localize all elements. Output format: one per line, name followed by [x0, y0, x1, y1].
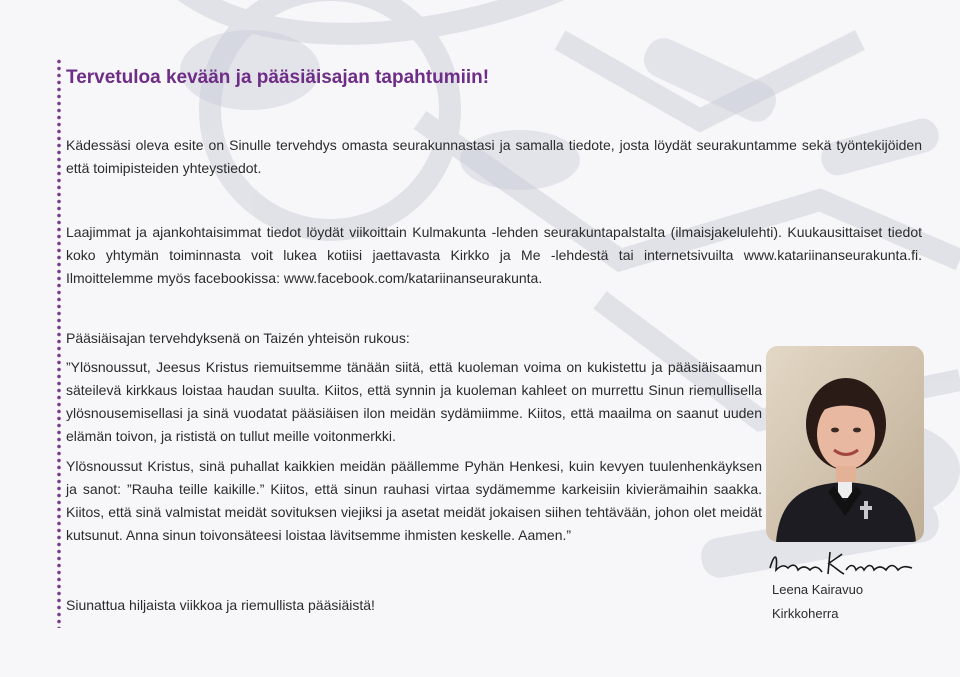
info-paragraph: Laajimmat ja ajankohtaisimmat tiedot löydät viikoittain Kulmakunta -lehden seurakuntapalstalta (ilmaisjakelulehti). Kuukausittaiset tiedot koko yhtymän toiminnasta voit lukea kotiisi jaettavasta Kirkko ja Me -lehdestä tai internetsivuilta www.katariinanseurakunta.fi. Ilmoittelemme myös facebookissa: www.facebook.com/katariinanseurakunta.	[66, 224, 922, 286]
prayer-intro: Pääsiäisajan tervehdyksenä on Taizén yhteisön rukous:	[66, 330, 410, 346]
handwritten-signature	[766, 546, 916, 580]
portrait-photo	[766, 346, 924, 542]
prayer-paragraph-2: Ylösnoussut Kristus, sinä puhallat kaikkien meidän päällemme Pyhän Henkesi, kuin kevyen tuulenhenkäyksen ja sanot: ”Rauha teille kaikille.” Kiitos, että sinun rauhasi virtaa sydämemme karkeisiin kivierämaihin saakka. Kiitos, että sinä valmistat meidät sovituksen viejiksi ja asetat meidät jokaisen siihen tehtävään, johon olet meidät kutsunut. Anna sinun toivonsäteesi loistaa lävitsemme ihmisten keskelle. Aamen.”	[66, 458, 762, 543]
signer-name: Leena Kairavuo	[772, 582, 864, 597]
intro-paragraph: Kädessäsi oleva esite on Sinulle tervehdys omasta seurakunnastasi ja samalla tiedote, josta löydät seurakuntamme sekä työntekijöiden että toimipisteiden yhteystiedot.	[66, 137, 922, 176]
signer-role: Kirkkoherra	[772, 606, 839, 621]
page-title: Tervetuloa kevään ja pääsiäisajan tapahtumiin!	[66, 67, 490, 88]
prayer-paragraph-1: ”Ylösnoussut, Jeesus Kristus riemuitsemme tänään siitä, että kuoleman voima on kukistettu ja pääsiäisaamun säteilevä kirkkaus loistaa haudan suulta. Kiitos, että synnin ja kuoleman kahleet on murrettu Sinun riemullisella ylösnousemisellasi ja sinä vuodatat pääsiäisen ilon meidän sydämiimme. Kiitos, että maailma on saanut uuden elämän toivon, ja rististä on tullut meille voitonmerkki.	[66, 359, 762, 444]
closing-greeting: Siunattua hiljaista viikkoa ja riemullista pääsiäistä!	[66, 597, 375, 613]
